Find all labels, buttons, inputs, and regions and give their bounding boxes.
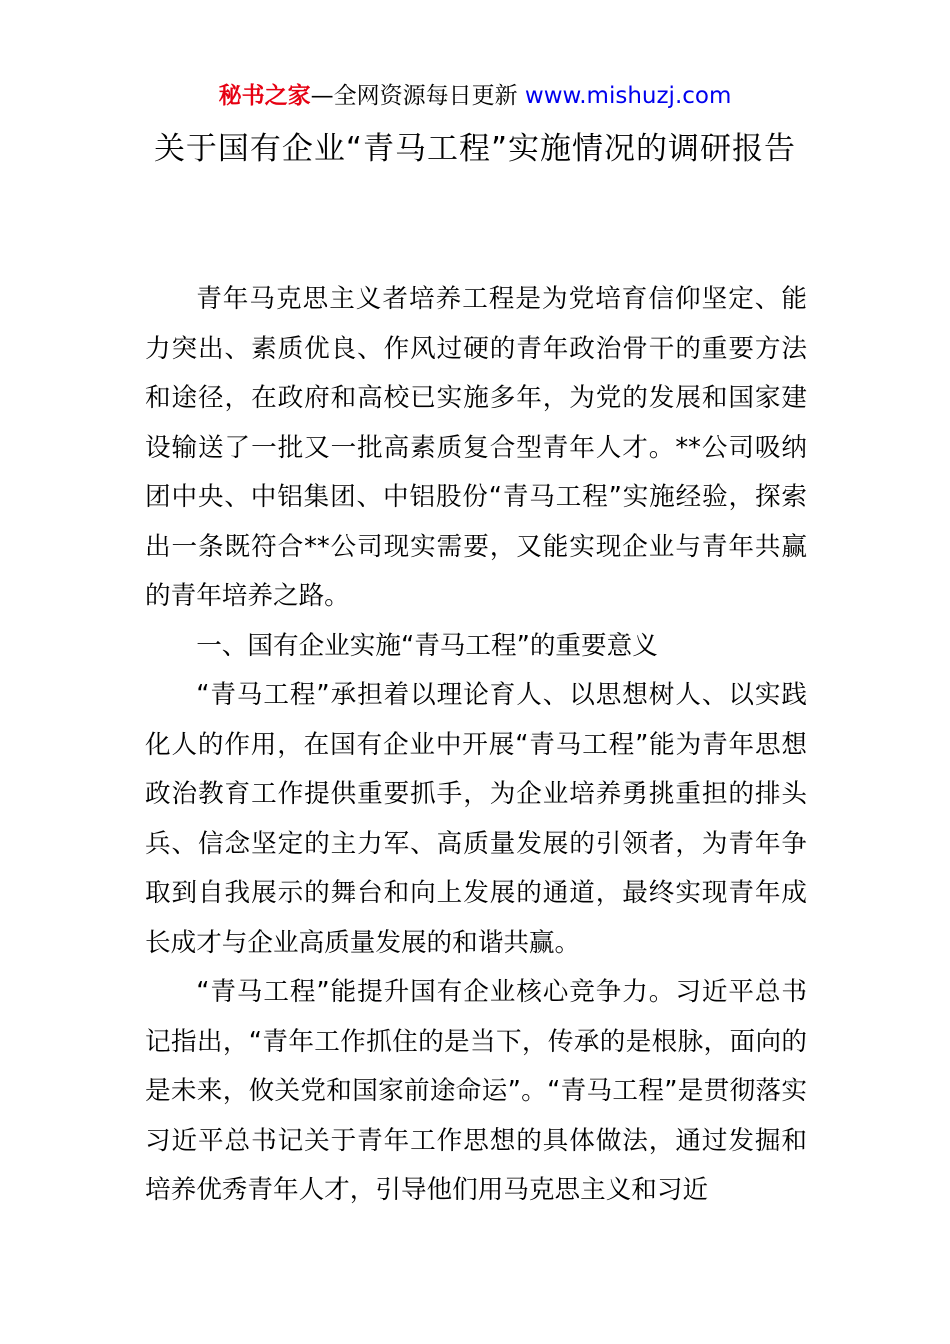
paragraph-intro: 青年马克思主义者培养工程是为党培育信仰坚定、能力突出、素质优良、作风过硬的青年政治骨干的重要方法和途径，在政府和高校已实施多年，为党的发展和国家建设输送了一批又一批高素质复合型青年人才。**公司吸纳团中央、中铝集团、中铝股份“青马工程”实施经验，探索出一条既符合**公司现实需要，又能实现企业与青年共赢的青年培养之路。 bbox=[145, 284, 807, 611]
banner-brand: 秘书之家 bbox=[218, 83, 311, 109]
section-heading-1: 一、国有企业实施“青马工程”的重要意义 bbox=[196, 630, 658, 661]
site-banner bbox=[0, 80, 950, 112]
banner-site-link[interactable]: www.mishuzj.com bbox=[524, 83, 732, 109]
banner-tagline: —全网资源每日更新 bbox=[310, 83, 518, 109]
paragraph-competitiveness: “青马工程”能提升国有企业核心竞争力。习近平总书记指出，“青年工作抓住的是当下，传承的是根脉，面向的是未来，攸关党和国家前途命运”。“青马工程”是贯彻落实习近平总书记关于青年工作思想的具体做法，通过发掘和培养优秀青年人才，引导他们用马克思主义和习近 bbox=[145, 977, 807, 1205]
document-title: 关于国有企业“青马工程”实施情况的调研报告 bbox=[153, 131, 797, 167]
paragraph-role: “青马工程”承担着以理论育人、以思想树人、以实践化人的作用，在国有企业中开展“青马工程”能为青年思想政治教育工作提供重要抓手，为企业培养勇挑重担的排头兵、信念坚定的主力军、高质量发展的引领者，为青年争取到自我展示的舞台和向上发展的通道，最终实现青年成长成才与企业高质量发展的和谐共赢。 bbox=[145, 680, 807, 958]
document-body bbox=[145, 275, 807, 1216]
